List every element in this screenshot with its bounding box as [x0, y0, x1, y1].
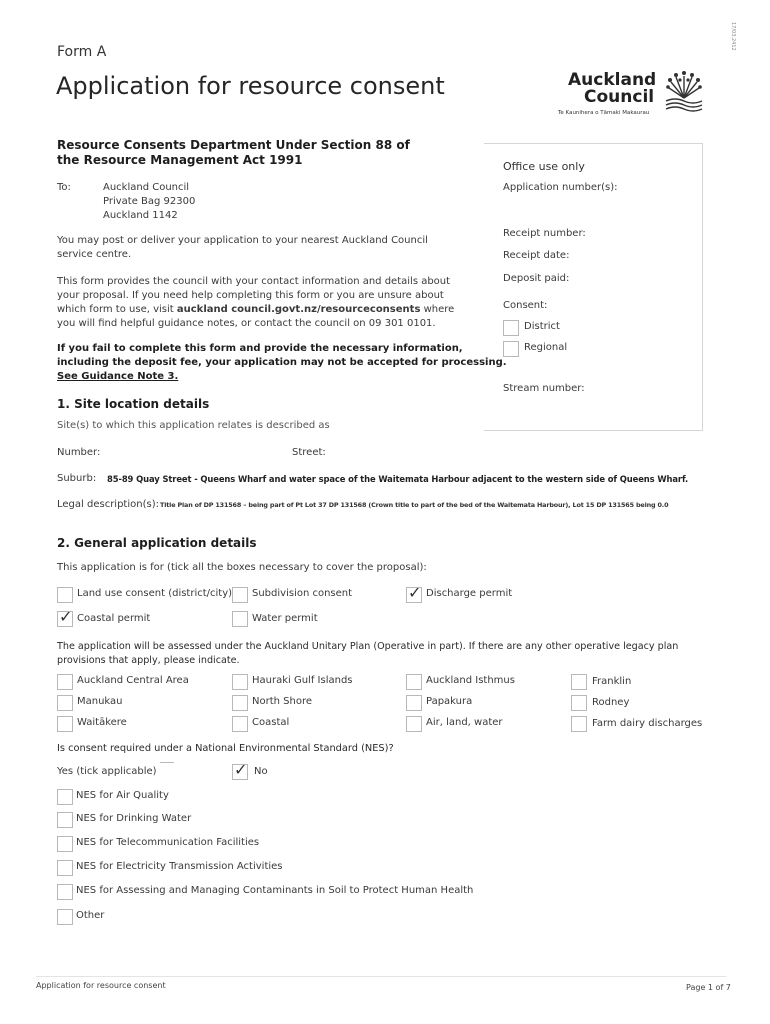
plan-checkbox[interactable]: [57, 716, 73, 732]
coastal-permit-checkbox[interactable]: [57, 611, 73, 627]
regional-label: Regional: [524, 342, 568, 353]
plan-checkbox[interactable]: [571, 695, 587, 711]
suburb-label: Suburb:: [57, 473, 97, 484]
water-permit-checkbox[interactable]: [232, 611, 248, 627]
plan-label: Waitākere: [77, 717, 127, 728]
no-checkbox[interactable]: [232, 764, 248, 780]
intro-para2-text: which form to use, visit: [57, 304, 177, 315]
coastal-permit-label: Coastal permit: [77, 613, 151, 624]
yes-label: Yes (tick applicable): [57, 766, 157, 777]
corner-code: 17/03.2412: [730, 22, 736, 51]
plan-checkbox[interactable]: [406, 674, 422, 690]
no-label: No: [254, 766, 268, 777]
intro-para2-line: [57, 304, 454, 315]
district-label: District: [524, 321, 560, 332]
plan-checkbox[interactable]: [406, 716, 422, 732]
street-label: Street:: [292, 447, 326, 458]
plan-label: Auckland Isthmus: [426, 675, 515, 686]
water-permit-label: Water permit: [252, 613, 318, 624]
plan-checkbox[interactable]: [232, 695, 248, 711]
plan-checkbox[interactable]: [571, 674, 587, 690]
pohutukawa-icon: [662, 68, 706, 112]
plan-checkbox[interactable]: [57, 695, 73, 711]
plan-note-line1: The application will be assessed under the Auckland Unitary Plan (Operative in part). If there are any other operative legacy plan: [57, 641, 679, 652]
plan-checkbox[interactable]: [232, 716, 248, 732]
address-line: Private Bag 92300: [103, 196, 196, 207]
address-line: Auckland 1142: [103, 210, 178, 221]
land-use-label: Land use consent (district/city): [77, 588, 233, 599]
subdivision-label: Subdivision consent: [252, 588, 353, 599]
office-use-panel: [484, 143, 703, 431]
plan-label: Coastal: [252, 717, 290, 728]
regional-checkbox[interactable]: [503, 341, 519, 357]
form-label: Form A: [57, 44, 107, 60]
consent-label: Consent:: [503, 300, 548, 311]
stream-number-label: Stream number:: [503, 383, 585, 394]
plan-checkbox[interactable]: [57, 674, 73, 690]
page-number: Page 1 of 7: [686, 983, 731, 992]
intro-para1-line: service centre.: [57, 249, 132, 260]
plan-label: Rodney: [592, 697, 630, 708]
plan-label: Manukau: [77, 696, 123, 707]
plan-label: Franklin: [592, 676, 632, 687]
yes-checkbox[interactable]: [160, 762, 174, 764]
plan-checkbox[interactable]: [571, 716, 587, 732]
district-checkbox[interactable]: [503, 320, 519, 336]
suburb-value[interactable]: 85-89 Quay Street - Queens Wharf and water space of the Waitemata Harbour adjacent to the western side of Queens Wharf.: [107, 474, 689, 484]
subdivision-checkbox[interactable]: [232, 587, 248, 603]
nes-label: NES for Assessing and Managing Contaminants in Soil to Protect Human Health: [76, 885, 474, 896]
intro-heading-line2: the Resource Management Act 1991: [57, 153, 303, 167]
nes-label: NES for Air Quality: [76, 790, 169, 801]
site-intro: Site(s) to which this application relates is described as: [57, 420, 330, 431]
plan-checkbox[interactable]: [232, 674, 248, 690]
nes-checkbox[interactable]: [57, 884, 73, 900]
intro-para2-line: This form provides the council with your contact information and details about: [57, 276, 451, 287]
street-field[interactable]: [330, 446, 700, 460]
nes-checkbox[interactable]: [57, 812, 73, 828]
general-intro: This application is for (tick all the boxes necessary to cover the proposal):: [57, 562, 427, 573]
intro-para2-text: where: [420, 304, 455, 315]
nes-label: NES for Drinking Water: [76, 813, 192, 824]
nes-checkbox[interactable]: [57, 836, 73, 852]
footer-left: Application for resource consent: [36, 981, 166, 990]
plan-label: Farm dairy discharges: [592, 718, 703, 729]
office-use-title: Office use only: [503, 160, 585, 173]
legal-description-label: Legal description(s):: [57, 499, 159, 510]
number-field[interactable]: [104, 446, 284, 460]
plan-note-line2: provisions that apply, please indicate.: [57, 655, 240, 666]
discharge-permit-checkbox[interactable]: [406, 587, 422, 603]
plan-label: North Shore: [252, 696, 312, 707]
plan-label: Air, land, water: [426, 717, 503, 728]
discharge-permit-label: Discharge permit: [426, 588, 513, 599]
application-number-label: Application number(s):: [503, 182, 618, 193]
nes-checkbox[interactable]: [57, 909, 73, 925]
nes-label: Other: [76, 910, 105, 921]
deposit-paid-label: Deposit paid:: [503, 273, 570, 284]
council-logo: [558, 66, 708, 120]
intro-para2-line: you will find helpful guidance notes, or contact the council on 09 301 0101.: [57, 318, 436, 329]
general-section-heading: 2. General application details: [57, 536, 257, 550]
plan-label: Auckland Central Area: [77, 675, 189, 686]
intro-heading-line1: Resource Consents Department Under Section 88 of: [57, 138, 410, 152]
intro-para3-line: including the deposit fee, your application may not be accepted for processing.: [57, 357, 507, 368]
plan-label: Hauraki Gulf Islands: [252, 675, 353, 686]
nes-question: Is consent required under a National Environmental Standard (NES)?: [57, 743, 394, 754]
intro-para1-line: You may post or deliver your application to your nearest Auckland Council: [57, 235, 428, 246]
receipt-date-label: Receipt date:: [503, 250, 570, 261]
site-section-heading: 1. Site location details: [57, 397, 210, 411]
intro-para2-line: your proposal. If you need help completing this form or you are unsure about: [57, 290, 444, 301]
legal-description-value[interactable]: Title Plan of DP 131568 – being part of Pt Lot 37 DP 131568 (Crown title to part of the bed of the Waitemata Harbour), Lot 15 DP 131565 being 0.0: [160, 501, 669, 509]
nes-checkbox[interactable]: [57, 860, 73, 876]
address-line: Auckland Council: [103, 182, 190, 193]
resource-consents-link[interactable]: auckland council.govt.nz/resourceconsents: [176, 304, 421, 315]
nes-label: NES for Electricity Transmission Activities: [76, 861, 283, 872]
intro-para3-line: If you fail to complete this form and provide the necessary information,: [57, 343, 463, 354]
nes-label: NES for Telecommunication Facilities: [76, 837, 260, 848]
nes-checkbox[interactable]: [57, 789, 73, 805]
guidance-note-link[interactable]: See Guidance Note 3.: [57, 371, 179, 382]
number-label: Number:: [57, 447, 101, 458]
footer-divider: [36, 976, 726, 977]
logo-name-line1: Auckland: [568, 70, 657, 90]
plan-label: Papakura: [426, 696, 473, 707]
plan-checkbox[interactable]: [406, 695, 422, 711]
land-use-checkbox[interactable]: [57, 587, 73, 603]
logo-name-line2: Council: [584, 87, 655, 107]
to-label: To:: [57, 182, 71, 193]
receipt-number-label: Receipt number:: [503, 228, 586, 239]
logo-tagline: Te Kaunihera o Tāmaki Makaurau: [558, 110, 650, 116]
page-title: Application for resource consent: [56, 72, 445, 100]
